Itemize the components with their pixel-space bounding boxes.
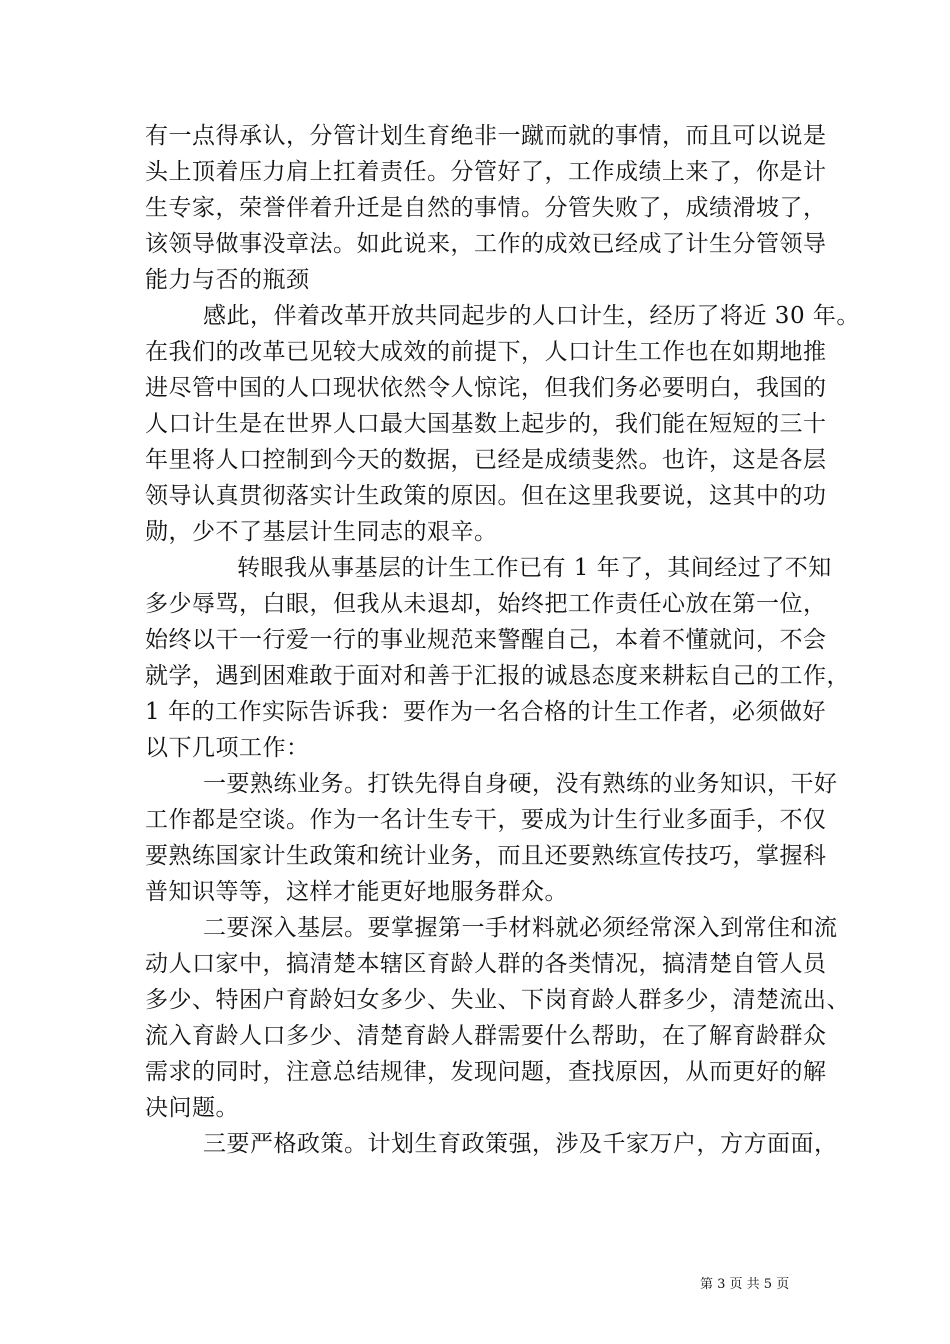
text-line: 年里将人口控制到今天的数据，已经是成绩斐然。也许，这是各层 (145, 447, 827, 473)
text-line: 勋，少不了基层计生同志的艰辛。 (145, 519, 498, 545)
text-line: 能力与否的瓶颈 (145, 267, 310, 293)
paragraph (145, 910, 850, 1126)
text-line: 就学，遇到困难敢于面对和善于汇报的诚恳态度来耕耘自己的工作， (145, 663, 850, 689)
text-line: 多少辱骂，白眼，但我从未退却，始终把工作责任心放在第一位， (145, 591, 827, 617)
page-number: 第 3 页 共 5 页 (700, 1277, 790, 1292)
text-line: 二要深入基层。要掌握第一手材料就必须经常深入到常住和流 (203, 915, 838, 941)
text-line: 工作都是空谈。作为一名计生专干，要成为计生行业多面手，不仅 (145, 807, 827, 833)
text-line: 头上顶着压力肩上扛着责任。分管好了，工作成绩上来了，你是计 (145, 159, 827, 185)
text-line: 人口计生是在世界人口最大国基数上起步的，我们能在短短的三十 (145, 411, 827, 437)
text-line: 流入育龄人口多少、清楚育龄人群需要什么帮助，在了解育龄群众 (145, 1023, 827, 1049)
text-line: 动人口家中，搞清楚本辖区育龄人群的各类情况，搞清楚自管人员 (145, 951, 827, 977)
text-line: 一要熟练业务。打铁先得自身硬，没有熟练的业务知识，干好 (203, 771, 838, 797)
text-line: 需求的同时，注意总结规律，发现问题，查找原因，从而更好的解 (145, 1059, 827, 1085)
text-line: 1 年的工作实际告诉我：要作为一名合格的计生工作者，必须做好 (145, 699, 826, 725)
text-line: 该领导做事没章法。如此说来，工作的成效已经成了计生分管领导 (145, 231, 827, 257)
text-line: 普知识等等，这样才能更好地服务群众。 (145, 879, 568, 905)
text-line: 以下几项工作： (145, 735, 310, 761)
paragraph (145, 766, 838, 910)
paragraph (145, 550, 850, 766)
text-line: 决问题。 (145, 1095, 239, 1121)
text-line: 在我们的改革已见较大成效的前提下，人口计生工作也在如期地推 (145, 339, 827, 365)
text-line: 有一点得承认，分管计划生育绝非一蹴而就的事情，而且可以说是 (145, 123, 827, 149)
text-line: 感此，伴着改革开放共同起步的人口计生，经历了将近 30 年。 (203, 303, 860, 329)
text-line: 始终以干一行爱一行的事业规范来警醒自己，本着不懂就问，不会 (145, 627, 827, 653)
text-line: 三要严格政策。计划生育政策强，涉及千家万户，方方面面， (203, 1131, 838, 1157)
text-line: 进尽管中国的人口现状依然令人惊诧，但我们务必要明白，我国的 (145, 375, 827, 401)
paragraph (145, 298, 860, 550)
text-line: 领导认真贯彻落实计生政策的原因。但在这里我要说，这其中的功 (145, 483, 827, 509)
paragraph (145, 1126, 838, 1162)
document-body (145, 118, 860, 1162)
text-line: 多少、特困户育龄妇女多少、失业、下岗育龄人群多少，清楚流出、 (145, 987, 850, 1013)
text-line: 要熟练国家计生政策和统计业务，而且还要熟练宣传技巧，掌握科 (145, 843, 827, 869)
text-line: 生专家，荣誉伴着升迁是自然的事情。分管失败了，成绩滑坡了， (145, 195, 827, 221)
paragraph (145, 118, 827, 298)
text-line: 转眼我从事基层的计生工作已有 1 年了，其间经过了不知 (237, 555, 832, 581)
